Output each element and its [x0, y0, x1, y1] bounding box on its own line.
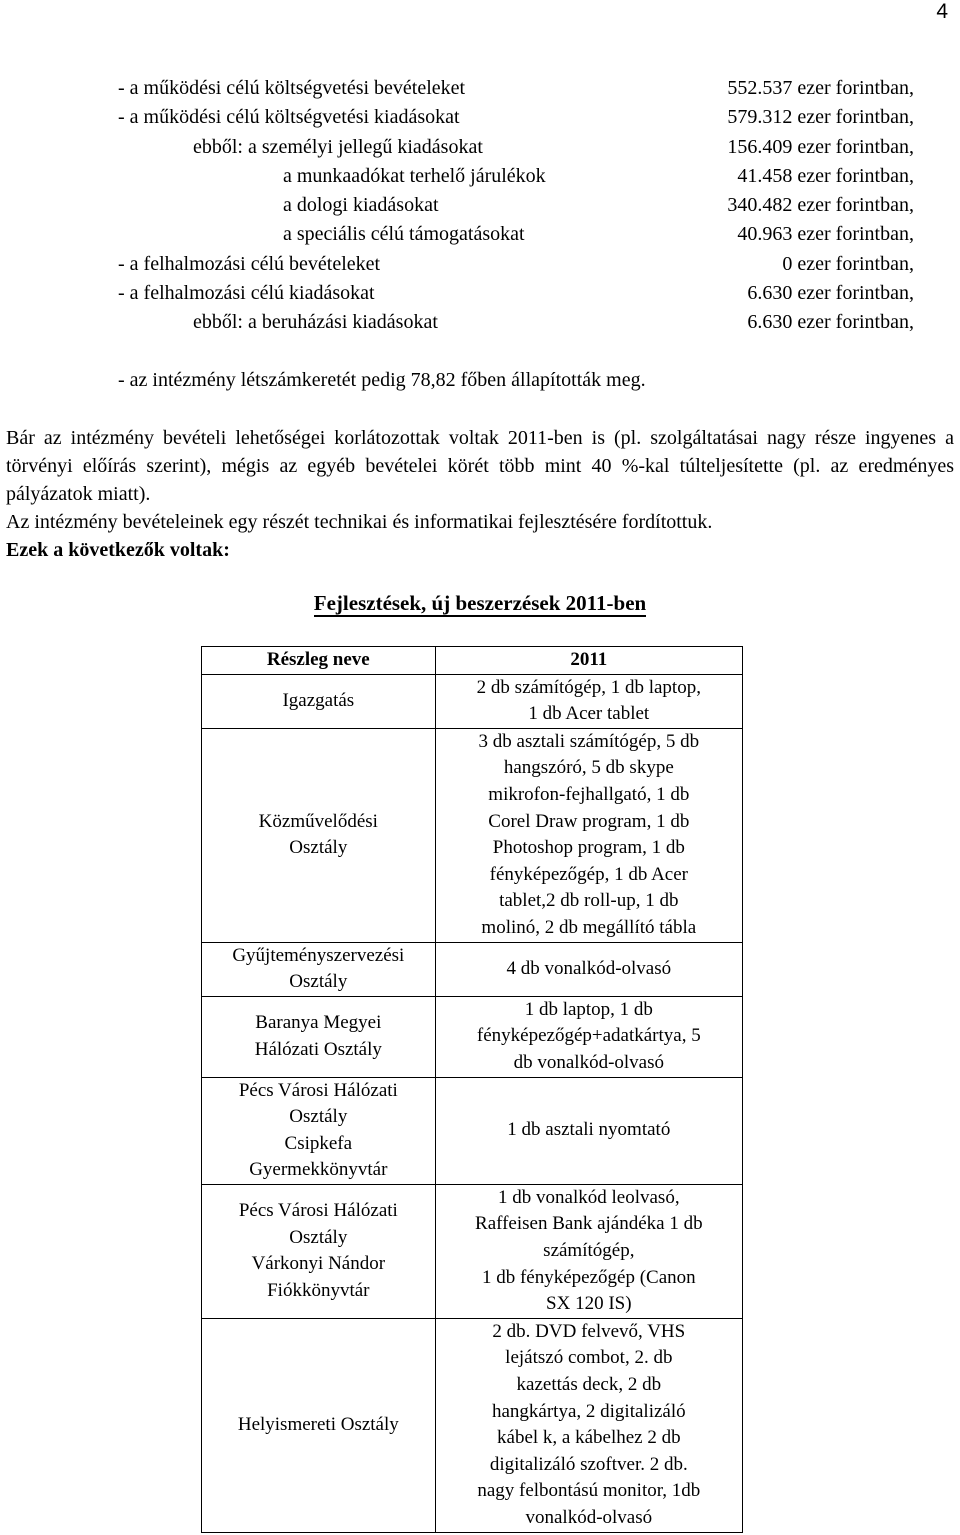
items-cell: 1 db laptop, 1 db fényképezőgép+adatkártya, 5 db vonalkód-olvasó	[435, 996, 742, 1077]
budget-amount: 340.482 ezer forintban,	[727, 194, 914, 217]
paragraph-list-intro: Ezek a következők voltak:	[6, 539, 230, 561]
section-title	[0, 588, 960, 618]
budget-label: ebből: a személyi jellegű kiadásokat	[193, 135, 483, 158]
unit-cell: Közművelődési Osztály	[202, 728, 436, 942]
unit-cell: Pécs Városi Hálózati Osztály Várkonyi Nándor Fiókkönyvtár	[202, 1184, 436, 1318]
unit-cell: Helyismereti Osztály	[202, 1318, 436, 1532]
table-row	[202, 942, 743, 996]
budget-amount: 40.963 ezer forintban,	[737, 223, 914, 246]
budget-row	[118, 133, 914, 162]
header-unit-name: Részleg neve	[202, 647, 436, 675]
items-cell: 1 db asztali nyomtató	[435, 1077, 742, 1184]
budget-amount: 579.312 ezer forintban,	[727, 106, 914, 129]
items-cell: 1 db vonalkód leolvasó, Raffeisen Bank ajándéka 1 db számítógép, 1 db fényképezőgép (Canon SX 120 IS)	[435, 1184, 742, 1318]
budget-label: a munkaadókat terhelő járulékok	[283, 164, 546, 187]
unit-cell: Gyűjteményszervezési Osztály	[202, 942, 436, 996]
budget-row	[118, 220, 914, 249]
budget-amount: 41.458 ezer forintban,	[737, 164, 914, 187]
budget-row	[118, 162, 914, 191]
header-year: 2011	[435, 647, 742, 675]
budget-label: - a működési célú költségvetési kiadásokat	[118, 106, 460, 129]
table-row	[202, 674, 743, 728]
unit-cell: Baranya Megyei Hálózati Osztály	[202, 996, 436, 1077]
items-cell: 4 db vonalkód-olvasó	[435, 942, 742, 996]
paragraph-revenue: Bár az intézmény bevételi lehetőségei korlátozottak voltak 2011-ben is (pl. szolgáltatásai nagy része ingyenes a törvényi előírás szerint), mégis az egyéb bevételei körét több mint 40 %-kal túlteljesítette (pl. az eredményes pályázatok miatt).	[6, 427, 954, 505]
items-cell: 2 db számítógép, 1 db laptop, 1 db Acer tablet	[435, 674, 742, 728]
budget-label: a dologi kiadásokat	[283, 194, 439, 217]
table-row	[202, 996, 743, 1077]
development-table	[201, 646, 743, 1533]
budget-amount: 0 ezer forintban,	[782, 252, 914, 275]
paragraph-development: Az intézmény bevételeinek egy részét technikai és informatikai fejlesztésére fordítottuk.	[6, 511, 713, 533]
budget-label: - a működési célú költségvetési bevételeket	[118, 77, 466, 99]
table-row	[202, 1184, 743, 1318]
budget-row	[118, 74, 914, 103]
section-title-text: Fejlesztések, új beszerzések 2011-ben	[313, 591, 647, 615]
table-row	[202, 1077, 743, 1184]
table-row	[202, 728, 743, 942]
budget-row	[118, 191, 914, 220]
headcount-line: - az intézmény létszámkeretét pedig 78,82 főben állapították meg.	[118, 369, 646, 391]
budget-row	[118, 250, 914, 279]
budget-label: - a felhalmozási célú bevételeket	[118, 252, 381, 275]
table-row	[202, 1318, 743, 1532]
budget-amount: 6.630 ezer forintban,	[747, 311, 914, 334]
budget-label: - a felhalmozási célú kiadásokat	[118, 282, 375, 305]
unit-cell: Pécs Városi Hálózati Osztály Csipkefa Gyermekkönyvtár	[202, 1077, 436, 1184]
budget-label: a speciális célú támogatásokat	[283, 223, 525, 246]
budget-summary	[118, 74, 914, 338]
budget-amount: 552.537 ezer forintban,	[727, 77, 914, 99]
budget-amount: 156.409 ezer forintban,	[727, 135, 914, 158]
items-cell: 2 db. DVD felvevő, VHS lejátszó combot, 2. db kazettás deck, 2 db hangkártya, 2 digitalizáló kábel k, a kábelhez 2 db digitalizáló szoftver. 2 db. nagy felbontású monitor, 1db vonalkód-olvasó	[435, 1318, 742, 1532]
budget-row	[118, 279, 914, 308]
unit-cell: Igazgatás	[202, 674, 436, 728]
body-text	[6, 424, 954, 564]
table-header-row	[202, 647, 743, 675]
items-cell: 3 db asztali számítógép, 5 db hangszóró, 5 db skype mikrofon-fejhallgató, 1 db Corel Draw program, 1 db Photoshop program, 1 db fényképezőgép, 1 db Acer tablet,2 db roll-up, 1 db molinó, 2 db megállító tábla	[435, 728, 742, 942]
budget-label: ebből: a beruházási kiadásokat	[193, 311, 438, 334]
budget-row	[118, 103, 914, 132]
budget-row	[118, 308, 914, 337]
budget-amount: 6.630 ezer forintban,	[747, 282, 914, 305]
page-number: 4	[936, 0, 948, 23]
